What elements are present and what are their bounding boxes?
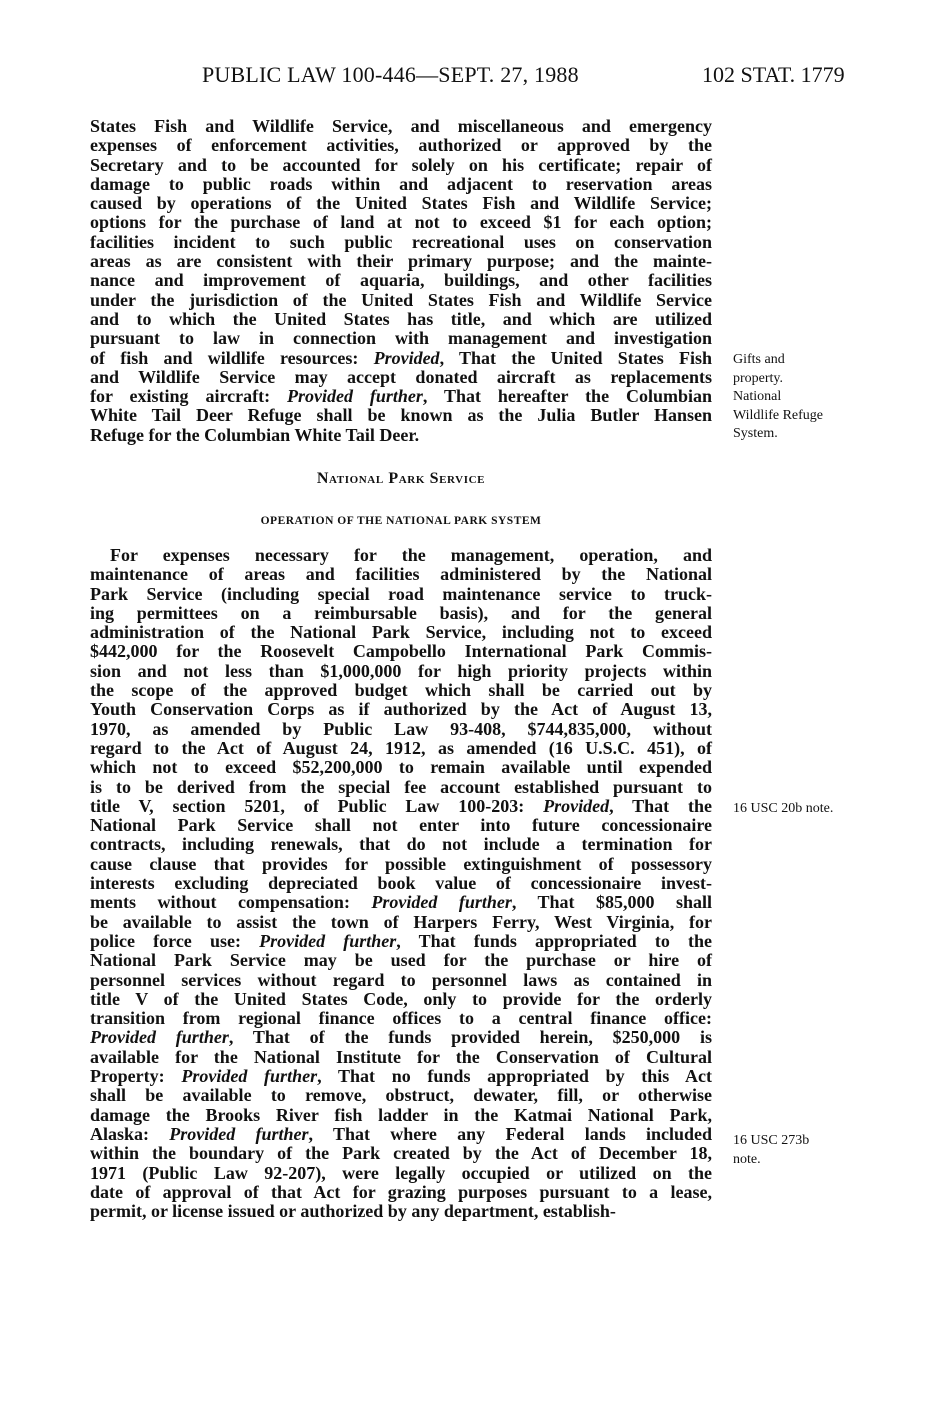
text-line: areas as are consistent with their primary purpose; and the mainte- — [90, 251, 712, 272]
margin-note-line: Wildlife Refuge — [733, 407, 824, 423]
text-line: Provided further, That of the funds provided herein, $250,000 is — [90, 1027, 713, 1048]
margin-note-line: property. — [733, 370, 784, 386]
text-line: 1971 (Public Law 92-207), were legally occupied or utilized on the — [90, 1162, 712, 1183]
margin-note-gifts — [733, 351, 933, 444]
text-line: damage to public roads within and adjacent to reservation areas — [90, 173, 712, 194]
margin-note-line: 16 USC 20b note. — [733, 801, 834, 816]
text-line: contracts, including renewals, that do not include a termination for — [90, 834, 712, 855]
text-line: within the boundary of the Park created by the Act of December 18, — [90, 1143, 712, 1164]
paragraph-fish-wildlife — [90, 117, 712, 445]
margin-note-line: System. — [733, 426, 778, 441]
text-line: of fish and wildlife resources: Provided, That the United States Fish — [90, 347, 712, 368]
text-line: regard to the Act of August 24, 1912, as amended (16 U.S.C. 451), of — [90, 737, 712, 758]
text-line: Alaska: Provided further, That where any Federal lands included — [90, 1123, 713, 1144]
margin-note-line: National — [733, 389, 782, 404]
text-line: is to be derived from the special fee account established pursuant to — [90, 776, 712, 797]
text-line: and to which the United States has title, and which are utilized — [90, 308, 712, 329]
text-line: title V of the United States Code, only to provide for the orderly — [90, 988, 712, 1009]
text-line: damage the Brooks River fish ladder in the Katmai National Park, — [90, 1104, 712, 1125]
text-line: White Tail Deer Refuge shall be known as the Julia Butler Hansen — [90, 405, 712, 426]
text-line: nance and improvement of aquaria, buildings, and other facilities — [90, 270, 712, 291]
text-line: title V, section 5201, of Public Law 100-203: Provided, That the — [90, 795, 712, 816]
text-line: facilities incident to such public recreational uses on conservation — [90, 231, 712, 252]
text-line: States Fish and Wildlife Service, and miscellaneous and emergency — [90, 116, 712, 136]
text-line: under the jurisdiction of the United States Fish and Wildlife Service — [90, 289, 712, 310]
text-line: permit, or license issued or authorized by any department, establish- — [90, 1201, 616, 1222]
text-line: shall be available to remove, obstruct, dewater, fill, or otherwise — [90, 1085, 712, 1106]
page-header-stat: 102 STAT. 1779 — [702, 62, 845, 87]
text-line: cause clause that provides for possible extinguishment of possessory — [90, 853, 712, 874]
text-line: available for the National Institute for the Conservation of Cultural — [90, 1046, 712, 1067]
text-line: $442,000 for the Roosevelt Campobello International Park Commis- — [90, 641, 712, 662]
text-line: and Wildlife Service may accept donated aircraft as replacements — [90, 366, 712, 387]
margin-note-line: 16 USC 273b — [733, 1133, 810, 1148]
text-line: which not to exceed $52,200,000 to remain available until expended — [90, 757, 712, 778]
margin-note-line: Gifts and — [733, 352, 785, 367]
text-line: 1970, as amended by Public Law 93-408, $744,835,000, without — [90, 718, 712, 739]
text-line: be available to assist the town of Harpers Ferry, West Virginia, for — [90, 911, 712, 932]
page-header-title: PUBLIC LAW 100-446—SEPT. 27, 1988 — [202, 62, 579, 87]
text-line: administration of the National Park Service, including not to exceed — [90, 622, 712, 643]
text-line: National Park Service shall not enter into future concessionaire — [90, 815, 712, 836]
margin-note-line: note. — [733, 1151, 761, 1167]
text-line: Youth Conservation Corps as if authorized by the Act of August 13, — [90, 699, 712, 720]
text-line: personnel services without regard to personnel laws as contained in — [90, 969, 712, 990]
margin-note-16-usc-273b — [733, 1132, 933, 1169]
section-heading: National Park Service — [316, 470, 486, 487]
text-line: pursuant to law in connection with management and investigation — [90, 328, 712, 349]
text-line: options for the purchase of land at not to exceed $1 for each option; — [90, 212, 712, 233]
paragraph-national-park-operation — [90, 546, 712, 1221]
text-line: transition from regional finance offices to a central finance office: — [90, 1008, 712, 1029]
text-line: Refuge for the Columbian White Tail Deer. — [90, 424, 420, 445]
text-line: Property: Provided further, That no funds appropriated by this Act — [90, 1066, 713, 1087]
text-line: police force use: Provided further, That funds appropriated to the — [90, 930, 712, 951]
text-line: the scope of the approved budget which shall be carried out by — [90, 680, 712, 701]
text-line: interests excluding depreciated book value of concessionaire invest- — [90, 873, 712, 894]
text-line: For expenses necessary for the management, operation, and — [110, 545, 712, 565]
text-line: ing permittees on a reimbursable basis), and for the general — [90, 602, 712, 623]
margin-note-16-usc-20b — [733, 800, 933, 819]
text-line: sion and not less than $1,000,000 for high priority projects within — [90, 660, 712, 681]
text-line: for existing aircraft: Provided further, That hereafter the Columbian — [90, 386, 712, 407]
text-line: Secretary and to be accounted for solely on his certificate; repair of — [90, 154, 712, 175]
text-line: expenses of enforcement activities, authorized or approved by the — [90, 135, 712, 156]
sub-heading: OPERATION OF THE NATIONAL PARK SYSTEM — [260, 515, 542, 527]
text-line: ments without compensation: Provided further, That $85,000 shall — [90, 892, 712, 913]
text-line: maintenance of areas and facilities administered by the National — [90, 564, 712, 585]
text-line: caused by operations of the United States Fish and Wildlife Service; — [90, 193, 712, 214]
text-line: Park Service (including special road maintenance service to truck- — [90, 583, 712, 604]
text-line: date of approval of that Act for grazing purposes pursuant to a lease, — [90, 1181, 712, 1202]
text-line: National Park Service may be used for the purchase or hire of — [90, 950, 712, 971]
